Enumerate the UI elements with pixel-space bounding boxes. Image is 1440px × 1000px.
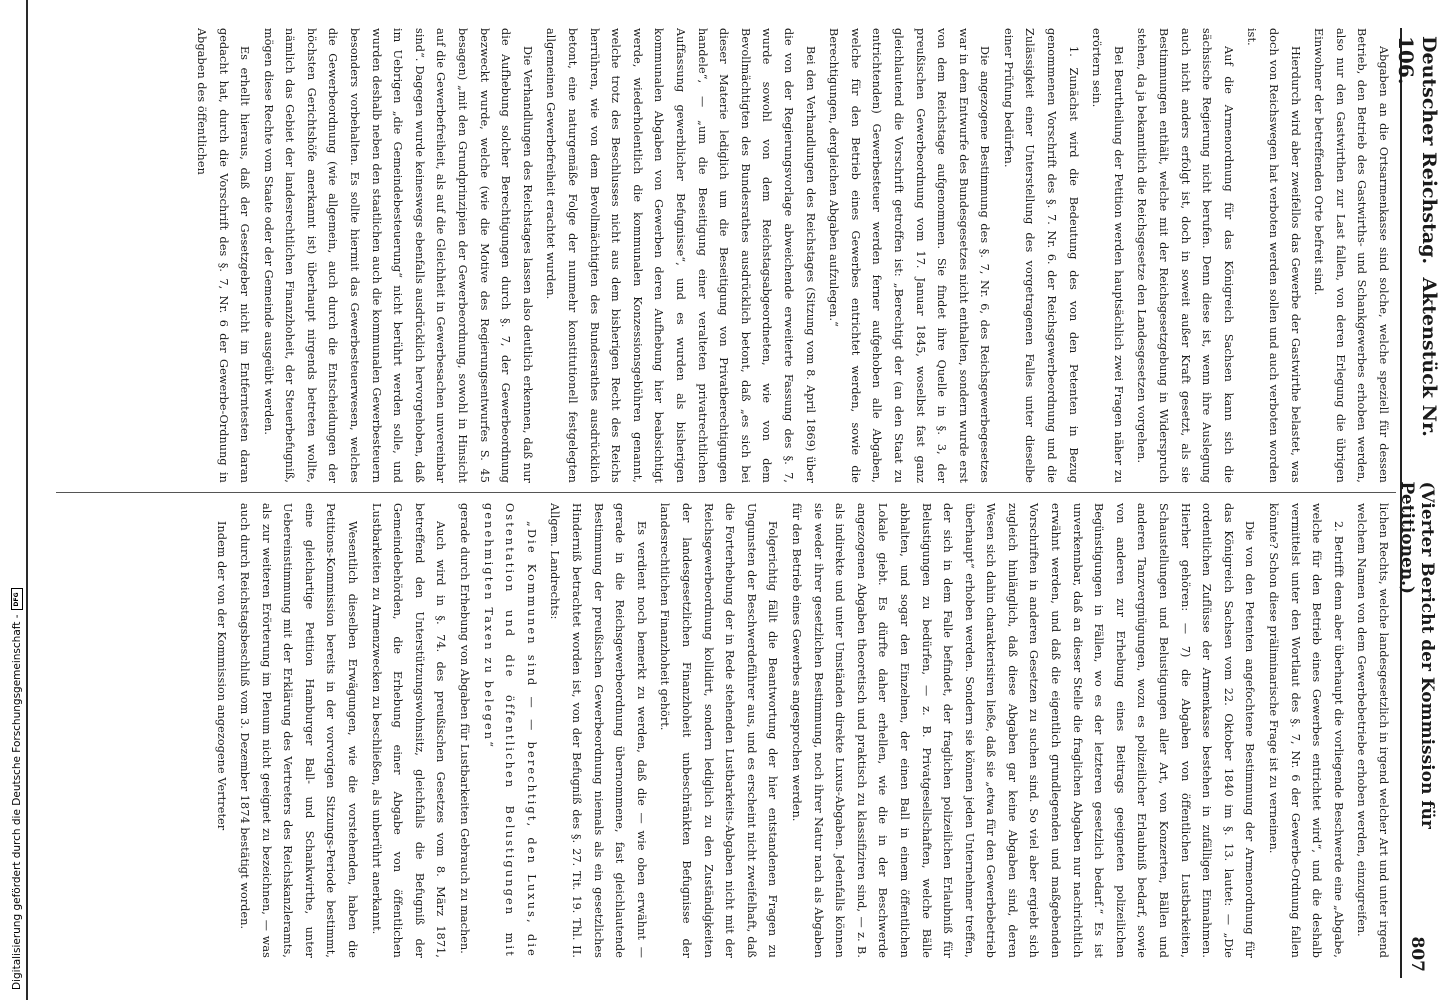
paragraph: Es verdient noch bemerkt zu werden, daß die — wie oben erwähnt — gerade in die Reichsgewerbeordnung übernommene, fast gleichlautende Bestimmung der preußischen Gewerbeordnung niemals als ein gesetzliches Hinderniß betrachtet worden ist, von der Befugniß des §. 27. Tit. 19. Thl. II. Allgem. Landrechts:: [548, 503, 648, 958]
quotation: „Die Kommunen sind — — berechtigt, den Luxus, die Ostentation und die öffentlichen Belustigungen mit genehmigten Taxen zu belegen“: [481, 503, 538, 958]
paragraph: 1. Zunächst wird die Bedeutung des von den Petenten in Bezug genommenen Vorschrift des §. 7. Nr. 6. der Reichsgewerbeordnung und die Zulässigkeit einer Unterstellung des vorgetragenen Falles unter dieselbe einer Prüfung bedürfen.: [1001, 28, 1080, 483]
paragraph: Folgerichtig fällt die Beantwortung der hier entstandenen Fragen zu Ungunsten der Beschwerdeführer aus, und es erscheint nicht zweifelhaft, daß die Forterhebung der in Rede stehenden Lustbarkeits-Abgaben nicht mit der Reichsgewerbeordnung kollidirt, sondern lediglich zu den Zuständigkeiten der landesgesetzlichen Finanzhoheit unbeschränkten Befugnisse der landesrechtlichen Finanzhoheit gehört.: [658, 503, 780, 958]
credit-text-wrapper: [11, 588, 23, 990]
paragraph: gerade durch Erhebung von Abgaben für Lustbarkeiten Gebrauch zu machen.: [458, 503, 472, 954]
paragraph: Die von den Petenten angefochtene Bestimmung der Armenordnung für das Königreich Sachsen vom 22. Oktober 1840 im §. 13. lautet: — „Die ordentlichen Zuflüsse der Armenkasse bestehen in zufälligen Einnahmen. Hierher gehören: — 7) die Abgaben von öffentlichen Lustbarkeiten, Schaustellungen und Belustigungen aller Art, von Konzerten, Bällen und anderen Tanzvergnügungen, wozu es polizeilicher Erlaubniß bedarf, sowie von anderen zur Erhebung eines Beitrags geeigneten polizeilichen Begünstigungen in Fällen, wo es der letzteren gesetzlich bedarf.“ Es ist unverkennbar, daß an dieser Stelle die fraglichen Abgaben nur nachrichtlich erwähnt werden, und daß die eigentlich grundlegenden und maßgebenden Vorschriften in anderen Gesetzen zu suchen sind. So viel aber ergiebt sich zugleich hinlänglich, daß diese Abgaben gar keine Abgaben sind, deren Wesen sich dahin charakterisiren ließe, daß sie „etwa für den Gewerbebetrieb überhaupt“ erhoben werden. Sondern sie können jeden Unternehmer treffen, der sich in dem Falle befindet, der fraglichen polizeilichen Erlaubniß für Belustigungen zu bedürfen, — z. B. Privatgesellschaften, welche Bälle abhalten, und sogar den Einzelnen, der einen Ball in einem öffentlichen Lokale giebt. Es dürfte daher erhellen, wie die in der Beschwerde angezogenen Abgaben theoretisch und praktisch zu klassifiziren sind, — z. B. als indirekte und unter Umständen direkte Luxus-Abgaben. Jedenfalls können sie weder ihrer gesetzlichen Bestimmung, noch ihrer Natur nach als Abgaben für den Betrieb eines Gewerbes angesprochen werden.: [789, 503, 1257, 958]
paragraph: Bei den Verhandlungen des Reichstages (Sitzung vom 8. April 1869) über die von der Regierungsvorlage abweichende erweiterte Fassung des §. 7, wurde sowohl von dem Reichstagsabgeordneten, wie von dem Bevollmächtigten des Bundesrathes ausdrücklich betont, daß „es sich bei dieser Materie lediglich um die Beseitigung von Privatberechtigungen handele“, — „um die Beseitigung einer veralteten privatrechtlichen Auffassung gewerblicher Befugnisse“, und es wurden als bisherigen kommunalen Abgaben von Gewerben deren Aufhebung hier beabsichtigt werde, wiederholentlich die kommunalen Konzessionsgebühren genannt, welche trotz des Beschlusses nicht aus dem bisherigen Recht des Reichs herrühren, wie von dem Bevollmächtigten des Bundesrathes ausdrücklich betont, eine naturgemäße Folge der nunmehr konstitutionell festgelegten allgemeinen Gewerbefreiheit erachtet wurden.: [544, 28, 817, 483]
paragraph: Abgaben an die Ortsarmenkasse sind solche, welche speziell für dessen Betrieb, den Betrieb des Gastwirths- und Schankgewerbes erhoben werden, also nur den Gastwirthen zur Last fallen, von deren Erlegung die übrigen Einwohner der betreffenden Orte befreit sind.: [1312, 28, 1390, 483]
paragraph: Die angezogene Bestimmung des §. 7, Nr. 6, des Reichsgewerbegesetzes war in dem Entwurfe des Bundesgesetzes nicht enthalten, sondern wurde erst von dem Reichstage aufgenommen. Sie findet ihre Quelle in §. 3, der preußischen Gewerbeordnung vom 17. Januar 1845, woselbst fast ganz gleichlautend die Vorschrift getroffen ist: „Berechtigt der (an den Staat zu entrichtenden) Gewerbesteuer werden ferner aufgehoben alle Abgaben, welche für den Betrieb eines Gewerbes entrichtet werden, sowie die Berechtigungen, dergleichen Abgaben aufzulegen.“: [827, 28, 992, 483]
credit-text: Digitalisierung gefördert durch die Deutsche Forschungsgemeinschaft -: [11, 614, 23, 990]
header-aktenstueck-number: 106.: [1394, 36, 1418, 85]
header-center: (Vierter Bericht der Kommission für Petitionen.): [1397, 481, 1437, 829]
dfg-logo: DFG: [11, 588, 23, 610]
document-page: [42, 28, 1440, 978]
column-divider: [56, 492, 1396, 493]
header-aktenstueck-label: Aktenstück Nr.: [1418, 277, 1440, 437]
paragraph: Wesentlich dieselben Erwägungen, wie die vorstehenden, haben die Petitions-Kommission bereits in der vorvorigen Sitzungs-Periode bestimmt, eine gleichartige Petition Hamburger Ball- und Schankwirthe, unter Uebereinstimmung mit der Erklärung des Vertreters des Reichskanzleramts, als zur weiteren Erörterung im Plenum nicht geeignet zu bezeichnen, — was auch durch Reichstagsbeschluß vom 3. Dezember 1874 bestätigt worden.: [238, 503, 360, 958]
paragraph: Auf die Armenordnung für das Königreich Sachsen kann sich die sächsische Regierung nicht berufen. Denn diese ist, wenn ihre Auslegung auch nicht anders erfolgt ist, doch in soweit außer Kraft gesetzt, als sie Bestimmungen enthält, welche mit der Reichsgesetzgebung in Widerspruch stehen, da ja bekanntlich die Reichsgesetze den Landesgesetzen vorgehen.: [1135, 28, 1235, 483]
paragraph: Es erhellt hieraus, daß der Gesetzgeber nicht im Entferntesten daran gedacht hat, durch die Vorschrift des §. 7, Nr. 6 der Gewerbe-Ordnung in Abgaben des öffentlichen: [194, 28, 252, 483]
paragraph: lichen Rechts, welche landesgesetzlich in irgend welcher Art und unter irgend welchem Namen von dem Gewerbebetriebe erhoben werden, einzugreifen.: [1355, 503, 1390, 958]
header-left: [1394, 28, 1440, 482]
page-edge-line: [26, 0, 28, 1000]
credit-strip: [0, 0, 22, 1000]
paragraph: Auch wird in §. 74. des preußischen Gesetzes vom 8. März 1871, betreffend den Unterstützungswohnsitz, gleichfalls die Befugniß der Gemeindebehörden, die Erhebung einer Abgabe von öffentlichen Lustbarkeiten zu Armenzwecken zu beschließen, als unberührt anerkannt.: [369, 503, 448, 958]
paragraph: Bei Beurtheilung der Petition werden hauptsächlich zwei Fragen näher zu erörtern sein.: [1090, 28, 1125, 483]
left-column: [54, 28, 1394, 483]
right-column: [54, 503, 1394, 958]
page-header: [1394, 28, 1440, 978]
header-reichstag: Deutscher Reichstag.: [1418, 36, 1440, 265]
paragraph: Die Verhandlungen des Reichstages lassen also deutlich erkennen, daß nur die Aufhebung solcher Berechtigungen durch §. 7, der Gewerbeordnung bezweckt wurde, welche (wie die Motive des Regierungsentwurfes S. 45 besagen) „mit den Grundprinzipien der Gewerbeordnung, sowohl in Hinsicht auf die Gewerbefreiheit, als auf die Gleichheit in Gewerbesachen unvereinbar sind“. Dagegen wurde keineswegs ebenfalls ausdrücklich hervorgehoben, daß im Uebrigen „die Gemeindebesteuerung“ nicht berührt werden solle, und wurden deshalb neben den staatlichen auch die kommunalen Gewerbesteuern besonders vorbehalten. Es sollte hiermit das Gewerbesteuerwesen, welches die Gewerbeordnung (wie allgemein, auch durch die Entscheidungen der höchsten Gerichtshöfe anerkannt ist) überhaupt nirgends betreten wollte, nämlich das Gebiet der landesrechtlichen Finanzhoheit, der Steuerbefugniß, mögen diese Rechte vom Staate oder der Gemeinde ausgeübt werden.: [261, 28, 534, 483]
page-number: 807: [1407, 936, 1427, 972]
paragraph: 2. Betrifft denn aber überhaupt die vorliegende Beschwerde eine „Abgabe, welche für den Betrieb eines Gewerbes entrichtet wird“, und die deshalb vermittelst unter den Wortlaut des §. 7, Nr. 6 der Gewerbe-Ordnung fallen könnte? Schon diese präliminarische Frage ist zu verneinen.: [1267, 503, 1345, 958]
paragraph: Indem der von der Kommission angezogene Vertreter: [214, 521, 228, 831]
paragraph: Hierdurch wird aber zweifellos das Gewerbe der Gastwirthe belastet, was doch von Reichswegen hat verboten werden sollen und auch verboten worden ist.: [1245, 28, 1302, 483]
